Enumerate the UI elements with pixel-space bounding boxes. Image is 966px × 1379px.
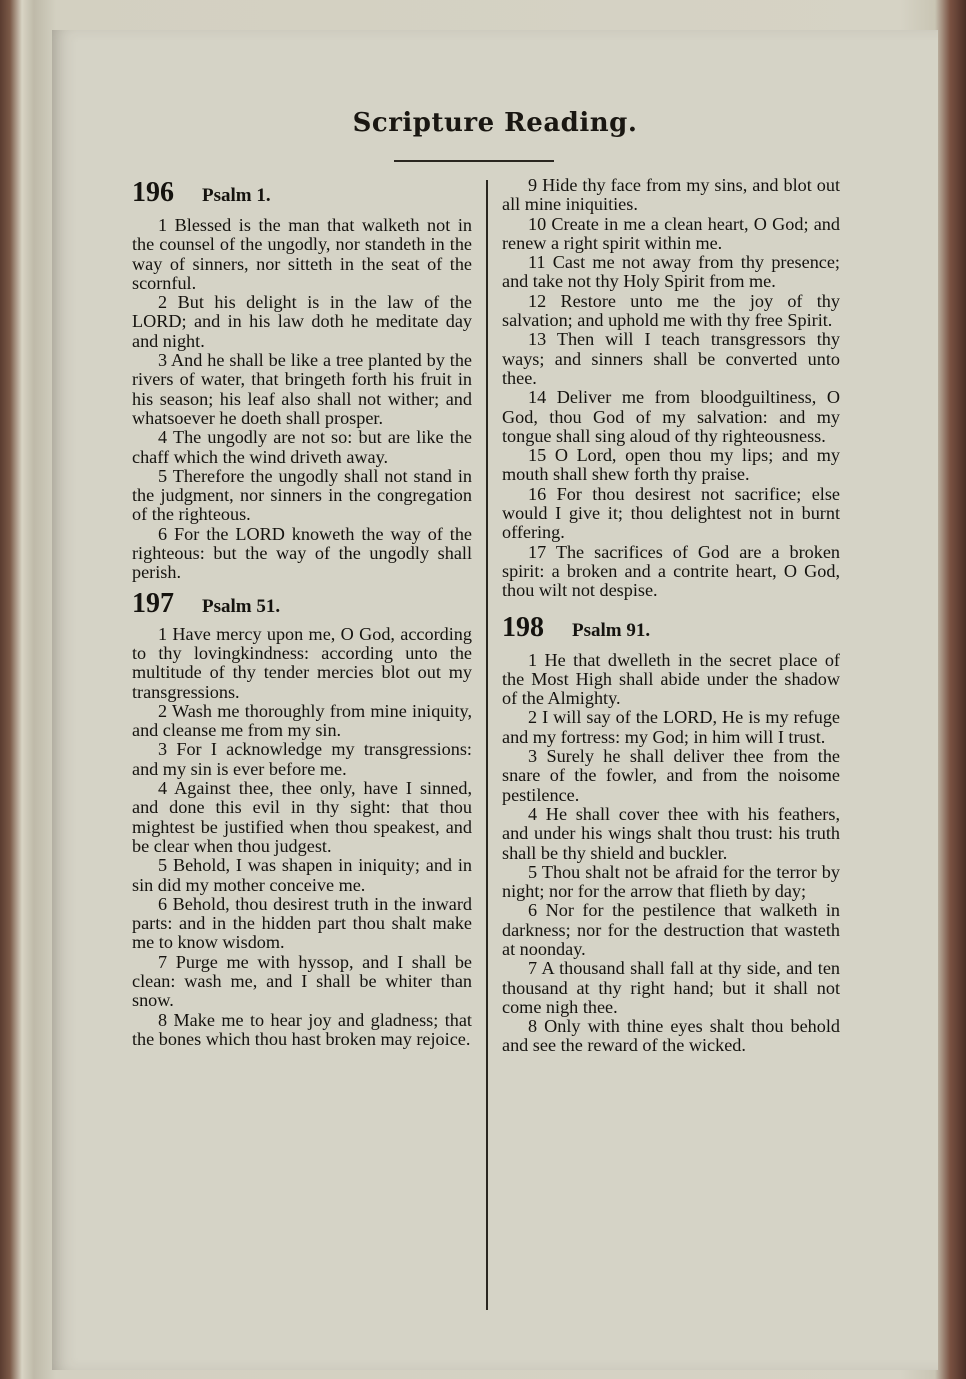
verse: 4 The ungodly are not so: but are like the chaff which the wind driveth away.: [132, 427, 472, 467]
verse: 3 Surely he shall deliver thee from the snare of the fowler, and from the noisome pestilence.: [502, 746, 840, 805]
verse: 2 Wash me thoroughly from mine iniquity, and cleanse me from my sin.: [132, 700, 472, 741]
verse: 17 The sacrifices of God are a broken spirit: a broken and a contrite heart, O God, thou wilt not despise.: [502, 541, 840, 601]
verse: 2 But his delight is in the law of the LORD; and in his law doth he meditate day and night.: [132, 292, 472, 351]
verse: 16 For thou desirest not sacrifice; else would I give it; thou delightest not in burnt offering.: [502, 483, 840, 543]
verse: 4 He shall cover thee with his feathers, and under his wings shalt thou trust: his truth shall be thy shield and buckler.: [502, 803, 840, 863]
verse: 1 Blessed is the man that walketh not in the counsel of the ungodly, nor standeth in the way of sinners, nor sitteth in the seat of the scornful.: [132, 215, 472, 293]
verse: 4 Against thee, thee only, have I sinned, and done this evil in thy sight: that thou mightest be justified when thou speakest, and be clear when thou judgest.: [132, 778, 472, 856]
section-heading: [132, 587, 472, 621]
verse: 6 Behold, thou desirest truth in the inward parts: and in the hidden part thou shalt make me to know wisdom.: [132, 893, 472, 953]
book-page: [52, 30, 938, 1370]
left-column: [132, 176, 472, 1049]
verse: 11 Cast me not away from thy presence; and take not thy Holy Spirit from me.: [502, 252, 840, 292]
section-heading: [132, 176, 472, 210]
verse: 8 Only with thine eyes shalt thou behold and see the reward of the wicked.: [502, 1016, 840, 1056]
psalm-title: Psalm 91.: [572, 619, 651, 641]
reading-number: 197: [132, 587, 174, 619]
column-divider: [486, 180, 488, 1310]
verse: 14 Deliver me from bloodguiltiness, O God, thou God of my salvation: and my tongue shall sing aloud of thy righteousness.: [502, 387, 840, 446]
verse: 5 Behold, I was shapen in iniquity; and in sin did my mother conceive me.: [132, 855, 472, 895]
verse: 1 Have mercy upon me, O God, according to thy lovingkindness: according unto the multitude of thy tender mercies blot out my transgressions.: [132, 623, 472, 702]
verse: 7 Purge me with hyssop, and I shall be clean: wash me, and I shall be whiter than snow.: [132, 951, 472, 1011]
verse: 1 He that dwelleth in the secret place of the Most High shall abide under the shadow of the Almighty.: [502, 649, 840, 709]
verse: 2 I will say of the LORD, He is my refuge and my fortress: my God; in him will I trust.: [502, 707, 840, 747]
title-rule: [394, 160, 554, 162]
verse: 6 Nor for the pestilence that walketh in darkness; nor for the destruction that wasteth at noonday.: [502, 900, 840, 959]
verse: 9 Hide thy face from my sins, and blot out all mine iniquities.: [502, 175, 840, 215]
verse: 3 And he shall be like a tree planted by the rivers of water, that bringeth forth his fruit in his season; his leaf also shall not wither; and whatsoever he doeth shall prosper.: [132, 350, 472, 428]
page-title: Scripture Reading.: [352, 108, 638, 138]
psalm-title: Psalm 1.: [202, 185, 271, 206]
verse: 12 Restore unto me the joy of thy salvation; and uphold me with thy free Spirit.: [502, 290, 840, 331]
verse: 13 Then will I teach transgressors thy ways; and sinners shall be converted unto thee.: [502, 329, 840, 388]
verse: 10 Create in me a clean heart, O God; and renew a right spirit within me.: [502, 213, 840, 253]
reading-number: 196: [132, 177, 174, 208]
verse: 5 Thou shalt not be afraid for the terror by night; nor for the arrow that flieth by day;: [502, 861, 840, 902]
verse: 8 Make me to hear joy and gladness; that the bones which thou hast broken may rejoice.: [132, 1009, 472, 1049]
section-heading: [502, 611, 840, 645]
verse: 5 Therefore the ungodly shall not stand in the judgment, nor sinners in the congregation of the righteous.: [132, 465, 472, 525]
reading-number: 198: [502, 611, 544, 643]
verse: 7 A thousand shall fall at thy side, and ten thousand at thy right hand; but it shall not come nigh thee.: [502, 958, 840, 1017]
right-column: [502, 176, 840, 1056]
verse: 3 For I acknowledge my transgressions: and my sin is ever before me.: [132, 739, 472, 779]
psalm-title: Psalm 51.: [202, 595, 281, 617]
verse: 6 For the LORD knoweth the way of the righteous: but the way of the ungodly shall perish.: [132, 523, 472, 583]
verse: 15 O Lord, open thou my lips; and my mouth shall shew forth thy praise.: [502, 445, 840, 485]
